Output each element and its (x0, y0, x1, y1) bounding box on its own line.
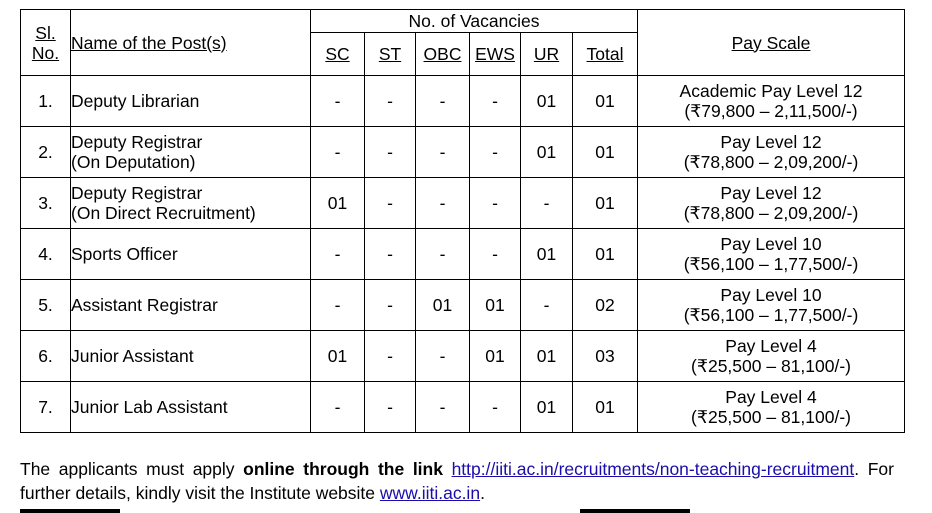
post-name-cell (71, 178, 311, 229)
pay-range: (₹79,800 – 2,11,500/-) (684, 101, 858, 121)
pay-scale-cell (638, 178, 905, 229)
footer-bold-text: online through the link (243, 459, 443, 479)
total-cell: 01 (573, 229, 638, 280)
st-cell: - (365, 331, 416, 382)
ews-header: EWS (470, 33, 521, 76)
cropped-underline-right (580, 509, 690, 513)
sl-no-header-line2: No. (31, 42, 60, 63)
post-name-line2: (On Deputation) (71, 152, 196, 172)
ur-cell: - (521, 280, 573, 331)
footer-text-3: . (480, 483, 485, 503)
sc-cell: - (311, 229, 365, 280)
post-name-line1: Deputy Registrar (71, 132, 203, 152)
table-row (21, 331, 905, 382)
post-name-cell (71, 127, 311, 178)
pay-scale-header: Pay Scale (638, 10, 905, 76)
sl-no-cell: 3. (21, 178, 71, 229)
st-cell: - (365, 127, 416, 178)
table-row (21, 76, 905, 127)
pay-range: (₹25,500 – 81,100/-) (691, 407, 851, 427)
total-cell: 01 (573, 178, 638, 229)
obc-cell: - (416, 229, 470, 280)
sl-no-header (21, 10, 71, 76)
total-cell: 01 (573, 127, 638, 178)
st-cell: - (365, 280, 416, 331)
total-cell: 02 (573, 280, 638, 331)
st-header: ST (365, 33, 416, 76)
st-cell: - (365, 178, 416, 229)
pay-scale-cell (638, 76, 905, 127)
pay-scale-cell (638, 382, 905, 433)
footer-text-2: . For further details, kindly visit the Institute website (20, 459, 894, 503)
ur-cell: 01 (521, 382, 573, 433)
obc-header: OBC (416, 33, 470, 76)
obc-cell: - (416, 178, 470, 229)
pay-level: Pay Level 12 (720, 132, 822, 152)
sc-cell: 01 (311, 331, 365, 382)
ur-cell: 01 (521, 127, 573, 178)
ur-cell: 01 (521, 76, 573, 127)
footer-text-1: The applicants must apply (20, 459, 244, 479)
sc-cell: 01 (311, 178, 365, 229)
ews-cell: 01 (470, 331, 521, 382)
pay-scale-cell (638, 127, 905, 178)
pay-range: (₹78,800 – 2,09,200/-) (683, 203, 859, 223)
post-name-cell (71, 382, 311, 433)
sc-header: SC (311, 33, 365, 76)
post-name-line1: Deputy Librarian (71, 91, 200, 111)
st-cell: - (365, 76, 416, 127)
pay-level: Academic Pay Level 12 (679, 81, 863, 101)
pay-range: (₹25,500 – 81,100/-) (691, 356, 851, 376)
post-name-line1: Sports Officer (71, 244, 178, 264)
st-cell: - (365, 229, 416, 280)
sl-no-cell: 4. (21, 229, 71, 280)
sl-no-cell: 1. (21, 76, 71, 127)
post-name-line2: (On Direct Recruitment) (71, 203, 256, 223)
sl-no-cell: 2. (21, 127, 71, 178)
ews-cell: - (470, 178, 521, 229)
sl-no-header-line1: Sl. (35, 22, 56, 43)
ur-cell: 01 (521, 229, 573, 280)
ews-cell: - (470, 127, 521, 178)
post-name-cell (71, 76, 311, 127)
pay-level: Pay Level 12 (720, 183, 822, 203)
cropped-underline-left (20, 509, 120, 513)
pay-scale-cell (638, 331, 905, 382)
ews-cell: - (470, 382, 521, 433)
post-name-line1: Assistant Registrar (71, 295, 218, 315)
ews-cell: 01 (470, 280, 521, 331)
vacancy-rows (21, 76, 905, 433)
sc-cell: - (311, 127, 365, 178)
pay-scale-cell (638, 280, 905, 331)
post-name-header: Name of the Post(s) (71, 10, 311, 76)
table-row (21, 280, 905, 331)
table-row (21, 382, 905, 433)
pay-range: (₹56,100 – 1,77,500/-) (683, 305, 859, 325)
table-row (21, 178, 905, 229)
footer-note (20, 457, 894, 505)
total-header: Total (573, 33, 638, 76)
recruitment-link[interactable]: http://iiti.ac.in/recruitments/non-teaching-recruitment (451, 459, 855, 479)
pay-level: Pay Level 10 (720, 234, 822, 254)
total-cell: 01 (573, 76, 638, 127)
sc-cell: - (311, 280, 365, 331)
ur-cell: - (521, 178, 573, 229)
obc-cell: 01 (416, 280, 470, 331)
post-name-cell (71, 331, 311, 382)
obc-cell: - (416, 382, 470, 433)
pay-level: Pay Level 10 (720, 285, 822, 305)
post-name-cell (71, 280, 311, 331)
sl-no-cell: 5. (21, 280, 71, 331)
post-name-line1: Junior Assistant (71, 346, 194, 366)
post-name-line1: Deputy Registrar (71, 183, 203, 203)
obc-cell: - (416, 331, 470, 382)
ews-cell: - (470, 229, 521, 280)
total-cell: 01 (573, 382, 638, 433)
ur-cell: 01 (521, 331, 573, 382)
pay-range: (₹56,100 – 1,77,500/-) (683, 254, 859, 274)
vacancies-group-header: No. of Vacancies (311, 10, 638, 33)
post-name-cell (71, 229, 311, 280)
obc-cell: - (416, 127, 470, 178)
pay-level: Pay Level 4 (725, 336, 817, 356)
sc-cell: - (311, 76, 365, 127)
st-cell: - (365, 382, 416, 433)
ur-header: UR (521, 33, 573, 76)
total-cell: 03 (573, 331, 638, 382)
obc-cell: - (416, 76, 470, 127)
pay-range: (₹78,800 – 2,09,200/-) (683, 152, 859, 172)
pay-scale-cell (638, 229, 905, 280)
table-row (21, 229, 905, 280)
website-link[interactable]: www.iiti.ac.in (379, 483, 481, 503)
ews-cell: - (470, 76, 521, 127)
vacancy-table (20, 9, 905, 433)
sl-no-cell: 6. (21, 331, 71, 382)
sc-cell: - (311, 382, 365, 433)
sl-no-cell: 7. (21, 382, 71, 433)
table-row (21, 127, 905, 178)
pay-level: Pay Level 4 (725, 387, 817, 407)
header-row-top (21, 10, 905, 33)
post-name-line1: Junior Lab Assistant (71, 397, 228, 417)
